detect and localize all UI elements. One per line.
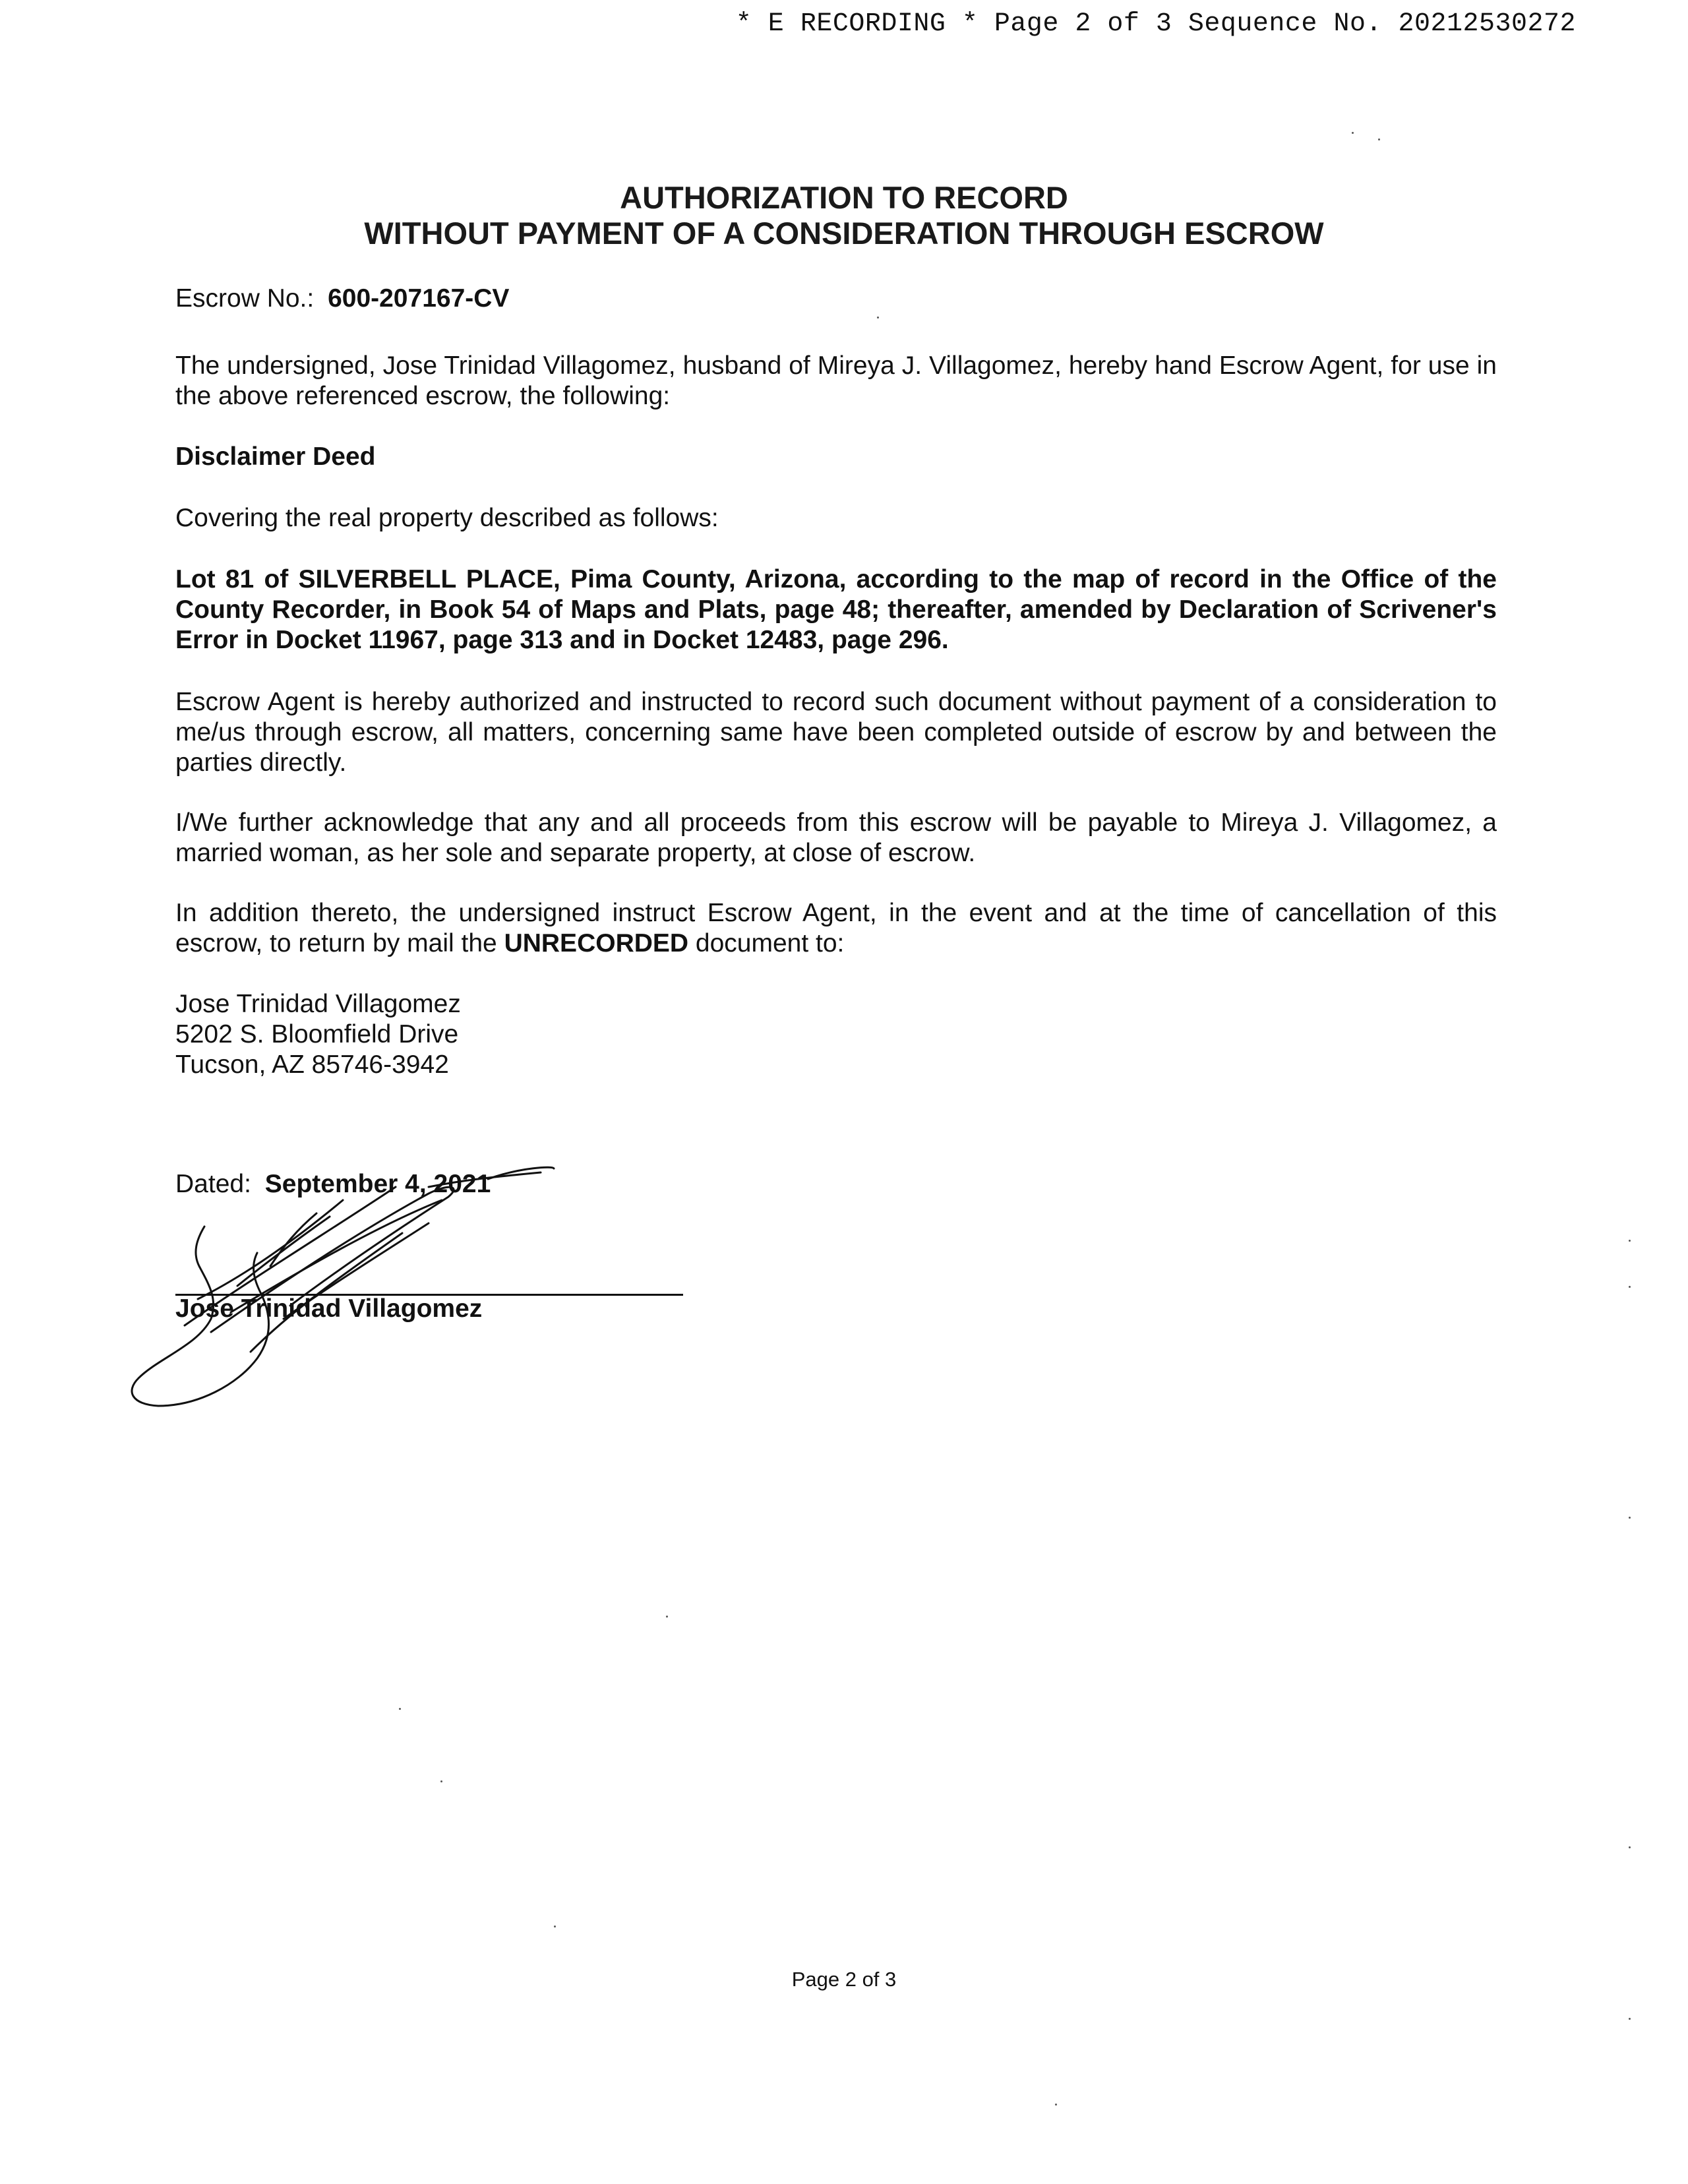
- scan-speck: [666, 1616, 668, 1618]
- legal-description: Lot 81 of SILVERBELL PLACE, Pima County, Arizona, according to the map of record in the Office of the County Recorder, in Book 54 of Maps and Plats, page 48; thereafter, amended by Declaration of Scrivener's Error in Docket 11967, page 313 and in Docket 12483, page 296.: [175, 565, 1497, 654]
- escrow-number: 600-207167-CV: [328, 284, 510, 313]
- intro-paragraph: The undersigned, Jose Trinidad Villagomez, husband of Mireya J. Villagomez, hereby hand Escrow Agent, for use in the above referenced escrow, the following:: [175, 351, 1497, 410]
- scan-speck: [554, 1926, 556, 1927]
- scan-speck: [1378, 138, 1380, 140]
- recording-header: * E RECORDING * Page 2 of 3 Sequence No. 20212530272: [735, 9, 1576, 39]
- return-paragraph: [175, 898, 1497, 959]
- handwritten-signature: [119, 1161, 593, 1411]
- address-city-state-zip: Tucson, AZ 85746-3942: [175, 1050, 449, 1079]
- return-paragraph-start: In addition thereto, the undersigned instruct Escrow Agent, in the event and at the time of cancellation of this escrow, to return by mail the: [175, 899, 1497, 957]
- escrow-label: Escrow No.:: [175, 284, 315, 313]
- covering-text: Covering the real property described as follows:: [175, 504, 719, 532]
- scan-speck: [1629, 1286, 1631, 1288]
- scan-speck: [1629, 1240, 1631, 1242]
- signer-name: Jose Trinidad Villagomez: [175, 1294, 483, 1323]
- scan-speck: [1629, 1517, 1631, 1519]
- document-title-line-1: AUTHORIZATION TO RECORD: [620, 180, 1068, 215]
- dated-value: September 4, 2021: [264, 1170, 491, 1198]
- address-street: 5202 S. Bloomfield Drive: [175, 1020, 459, 1048]
- scan-speck: [440, 1780, 442, 1782]
- return-paragraph-end: document to:: [695, 929, 845, 957]
- document-title-line-2: WITHOUT PAYMENT OF A CONSIDERATION THROUGH ESCROW: [364, 216, 1324, 251]
- dated-label: Dated:: [175, 1170, 251, 1198]
- scan-speck: [877, 317, 879, 318]
- scan-speck: [1629, 2018, 1631, 2020]
- scan-speck: [1055, 2104, 1057, 2106]
- address-name: Jose Trinidad Villagomez: [175, 990, 461, 1018]
- scan-speck: [399, 1708, 401, 1710]
- unrecorded-keyword: UNRECORDED: [504, 929, 689, 957]
- page-number: Page 2 of 3: [791, 1968, 897, 1991]
- escrow-number-line: [175, 284, 1497, 314]
- scan-speck: [1629, 1846, 1631, 1848]
- proceeds-paragraph: I/We further acknowledge that any and all proceeds from this escrow will be payable to Mireya J. Villagomez, a married woman, as her sole and separate property, at close of escrow.: [175, 808, 1497, 867]
- return-address: [175, 989, 1497, 1080]
- document-type: Disclaimer Deed: [175, 442, 376, 471]
- scan-speck: [1352, 132, 1354, 134]
- authorization-paragraph: Escrow Agent is hereby authorized and instructed to record such document without payment of a consideration to me/us through escrow, all matters, concerning same have been completed outside of escrow by and between the parties directly.: [175, 688, 1497, 777]
